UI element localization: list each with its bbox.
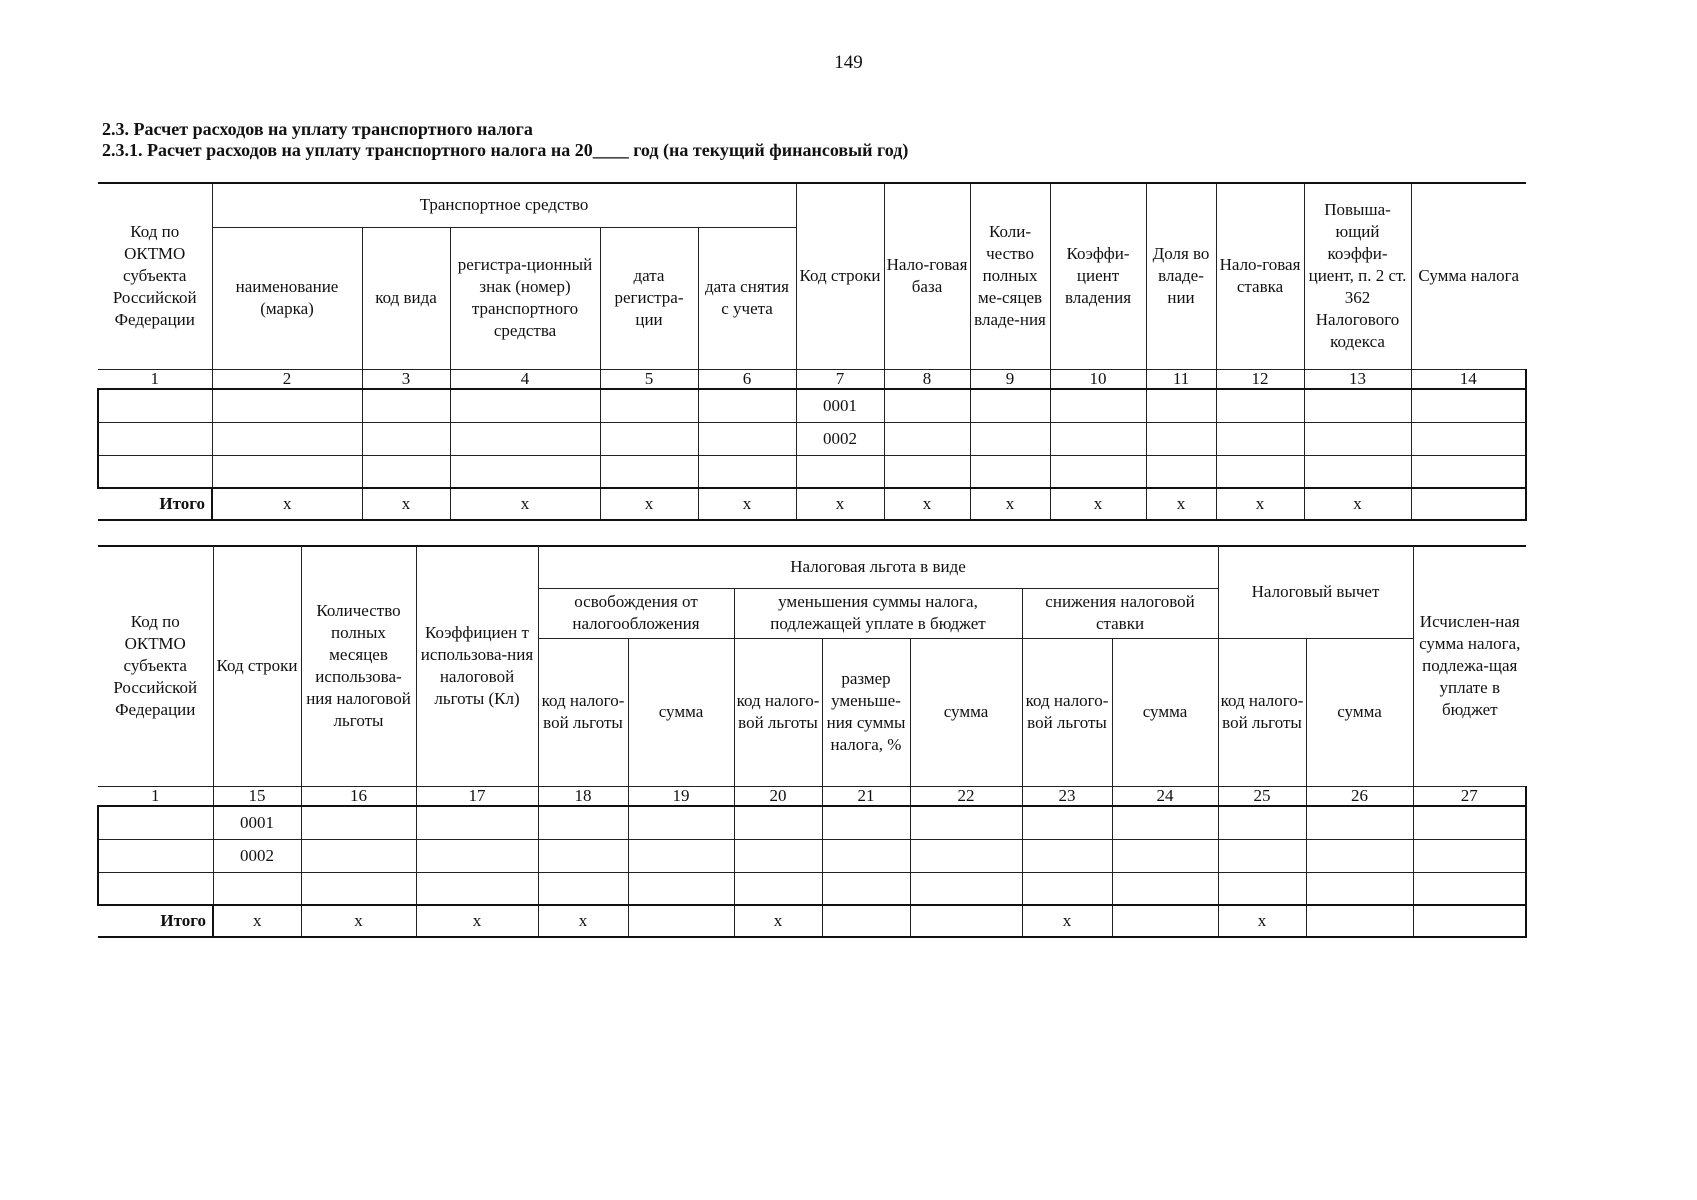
total-cell [1306, 905, 1413, 937]
header-rate-reduction: снижения налоговой ставки [1022, 588, 1218, 638]
total-cell: x [600, 488, 698, 520]
total-cell [1413, 905, 1526, 937]
col-number: 4 [450, 369, 600, 389]
header-sum: сумма [1306, 638, 1413, 786]
table-row [98, 806, 1526, 839]
total-cell: x [1216, 488, 1304, 520]
header-benefit-group: Налоговая льгота в виде [538, 546, 1218, 588]
header-vehicle-type-code: код вида [362, 227, 450, 369]
total-cell: x [450, 488, 600, 520]
total-cell: x [212, 488, 362, 520]
col-number: 13 [1304, 369, 1411, 389]
col-number: 24 [1112, 786, 1218, 806]
header-registration-date: дата регистра-ции [600, 227, 698, 369]
header-benefit-code: код налого-вой льготы [538, 638, 628, 786]
header-sum: сумма [628, 638, 734, 786]
header-benefit-code: код налого-вой льготы [1022, 638, 1112, 786]
total-cell: x [1304, 488, 1411, 520]
total-cell: x [698, 488, 796, 520]
table-row [98, 389, 1526, 422]
total-cell: x [1050, 488, 1146, 520]
transport-tax-table [97, 182, 1527, 521]
total-row [98, 905, 1526, 937]
header-registration-number: регистра-ционный знак (номер) транспортного средства [450, 227, 600, 369]
header-oktmo: Код по ОКТМО субъекта Российской Федерации [98, 183, 212, 369]
total-cell: x [538, 905, 628, 937]
header-ownership-coefficient: Коэффи-циент владения [1050, 183, 1146, 369]
total-cell: x [213, 905, 301, 937]
header-increasing-coefficient: Повыша-ющий коэффи-циент, п. 2 ст. 362 Налогового кодекса [1304, 183, 1411, 369]
header-transport-group: Транспортное средство [212, 183, 796, 227]
line-code: 0001 [796, 389, 884, 422]
header-exemption: освобождения от налогообложения [538, 588, 734, 638]
total-cell: x [796, 488, 884, 520]
total-cell [1411, 488, 1526, 520]
col-number: 22 [910, 786, 1022, 806]
header-calculated-tax: Исчислен-ная сумма налога, подлежа-щая уплате в бюджет [1413, 546, 1526, 786]
col-number: 5 [600, 369, 698, 389]
col-number: 12 [1216, 369, 1304, 389]
col-number: 2 [212, 369, 362, 389]
total-cell: x [1146, 488, 1216, 520]
header-tax-rate: Нало-говая ставка [1216, 183, 1304, 369]
col-number: 1 [98, 786, 213, 806]
total-cell [628, 905, 734, 937]
subsection-heading: 2.3.1. Расчет расходов на уплату транспортного налога на 20____ год (на текущий финансовый год) [102, 140, 909, 160]
header-benefit-code: код налого-вой льготы [734, 638, 822, 786]
col-number: 17 [416, 786, 538, 806]
header-deregistration-date: дата снятия с учета [698, 227, 796, 369]
col-number: 26 [1306, 786, 1413, 806]
header-benefit-code: код налого-вой льготы [1218, 638, 1306, 786]
total-cell [910, 905, 1022, 937]
table-row [98, 455, 1526, 488]
col-number: 9 [970, 369, 1050, 389]
header-line-code: Код строки [213, 546, 301, 786]
section-heading: 2.3. Расчет расходов на уплату транспортного налога [102, 119, 533, 139]
col-number: 6 [698, 369, 796, 389]
table-row [98, 872, 1526, 905]
total-cell: x [734, 905, 822, 937]
total-cell: x [1218, 905, 1306, 937]
tax-benefit-table [97, 545, 1527, 938]
col-number: 1 [98, 369, 212, 389]
header-benefit-coefficient: Коэффициен т использова-ния налоговой льготы (Кл) [416, 546, 538, 786]
total-label: Итого [98, 488, 212, 520]
col-number: 19 [628, 786, 734, 806]
col-number: 10 [1050, 369, 1146, 389]
header-sum: сумма [910, 638, 1022, 786]
header-vehicle-name: наименование (марка) [212, 227, 362, 369]
col-number: 11 [1146, 369, 1216, 389]
col-number: 23 [1022, 786, 1112, 806]
header-deduction-group: Налоговый вычет [1218, 546, 1413, 638]
header-ownership-share: Доля во владе-нии [1146, 183, 1216, 369]
header-months-owned: Коли-чество полных ме-сяцев владе-ния [970, 183, 1050, 369]
table-row [98, 422, 1526, 455]
header-sum: сумма [1112, 638, 1218, 786]
header-reduction-size: размер уменьше-ния суммы налога, % [822, 638, 910, 786]
total-cell [1112, 905, 1218, 937]
col-number: 16 [301, 786, 416, 806]
header-tax-base: Нало-говая база [884, 183, 970, 369]
col-number: 7 [796, 369, 884, 389]
total-cell: x [416, 905, 538, 937]
col-number: 18 [538, 786, 628, 806]
page-number: 149 [834, 52, 863, 73]
col-number: 15 [213, 786, 301, 806]
col-number: 21 [822, 786, 910, 806]
col-number: 14 [1411, 369, 1526, 389]
total-cell: x [884, 488, 970, 520]
col-number: 3 [362, 369, 450, 389]
total-cell: x [970, 488, 1050, 520]
col-number: 25 [1218, 786, 1306, 806]
total-cell: x [301, 905, 416, 937]
total-label: Итого [98, 905, 213, 937]
total-cell [822, 905, 910, 937]
header-reduction: уменьшения суммы налога, подлежащей уплате в бюджет [734, 588, 1022, 638]
total-cell: x [1022, 905, 1112, 937]
header-line-code: Код строки [796, 183, 884, 369]
total-row [98, 488, 1526, 520]
line-code: 0002 [213, 839, 301, 872]
line-code: 0002 [796, 422, 884, 455]
col-number: 20 [734, 786, 822, 806]
header-oktmo: Код по ОКТМО субъекта Российской Федерации [98, 546, 213, 786]
line-code [796, 455, 884, 488]
header-tax-amount: Сумма налога [1411, 183, 1526, 369]
header-benefit-months: Количество полных месяцев использова-ния налоговой льготы [301, 546, 416, 786]
col-number: 8 [884, 369, 970, 389]
total-cell: x [362, 488, 450, 520]
table-row [98, 839, 1526, 872]
line-code [213, 872, 301, 905]
col-number: 27 [1413, 786, 1526, 806]
line-code: 0001 [213, 806, 301, 839]
